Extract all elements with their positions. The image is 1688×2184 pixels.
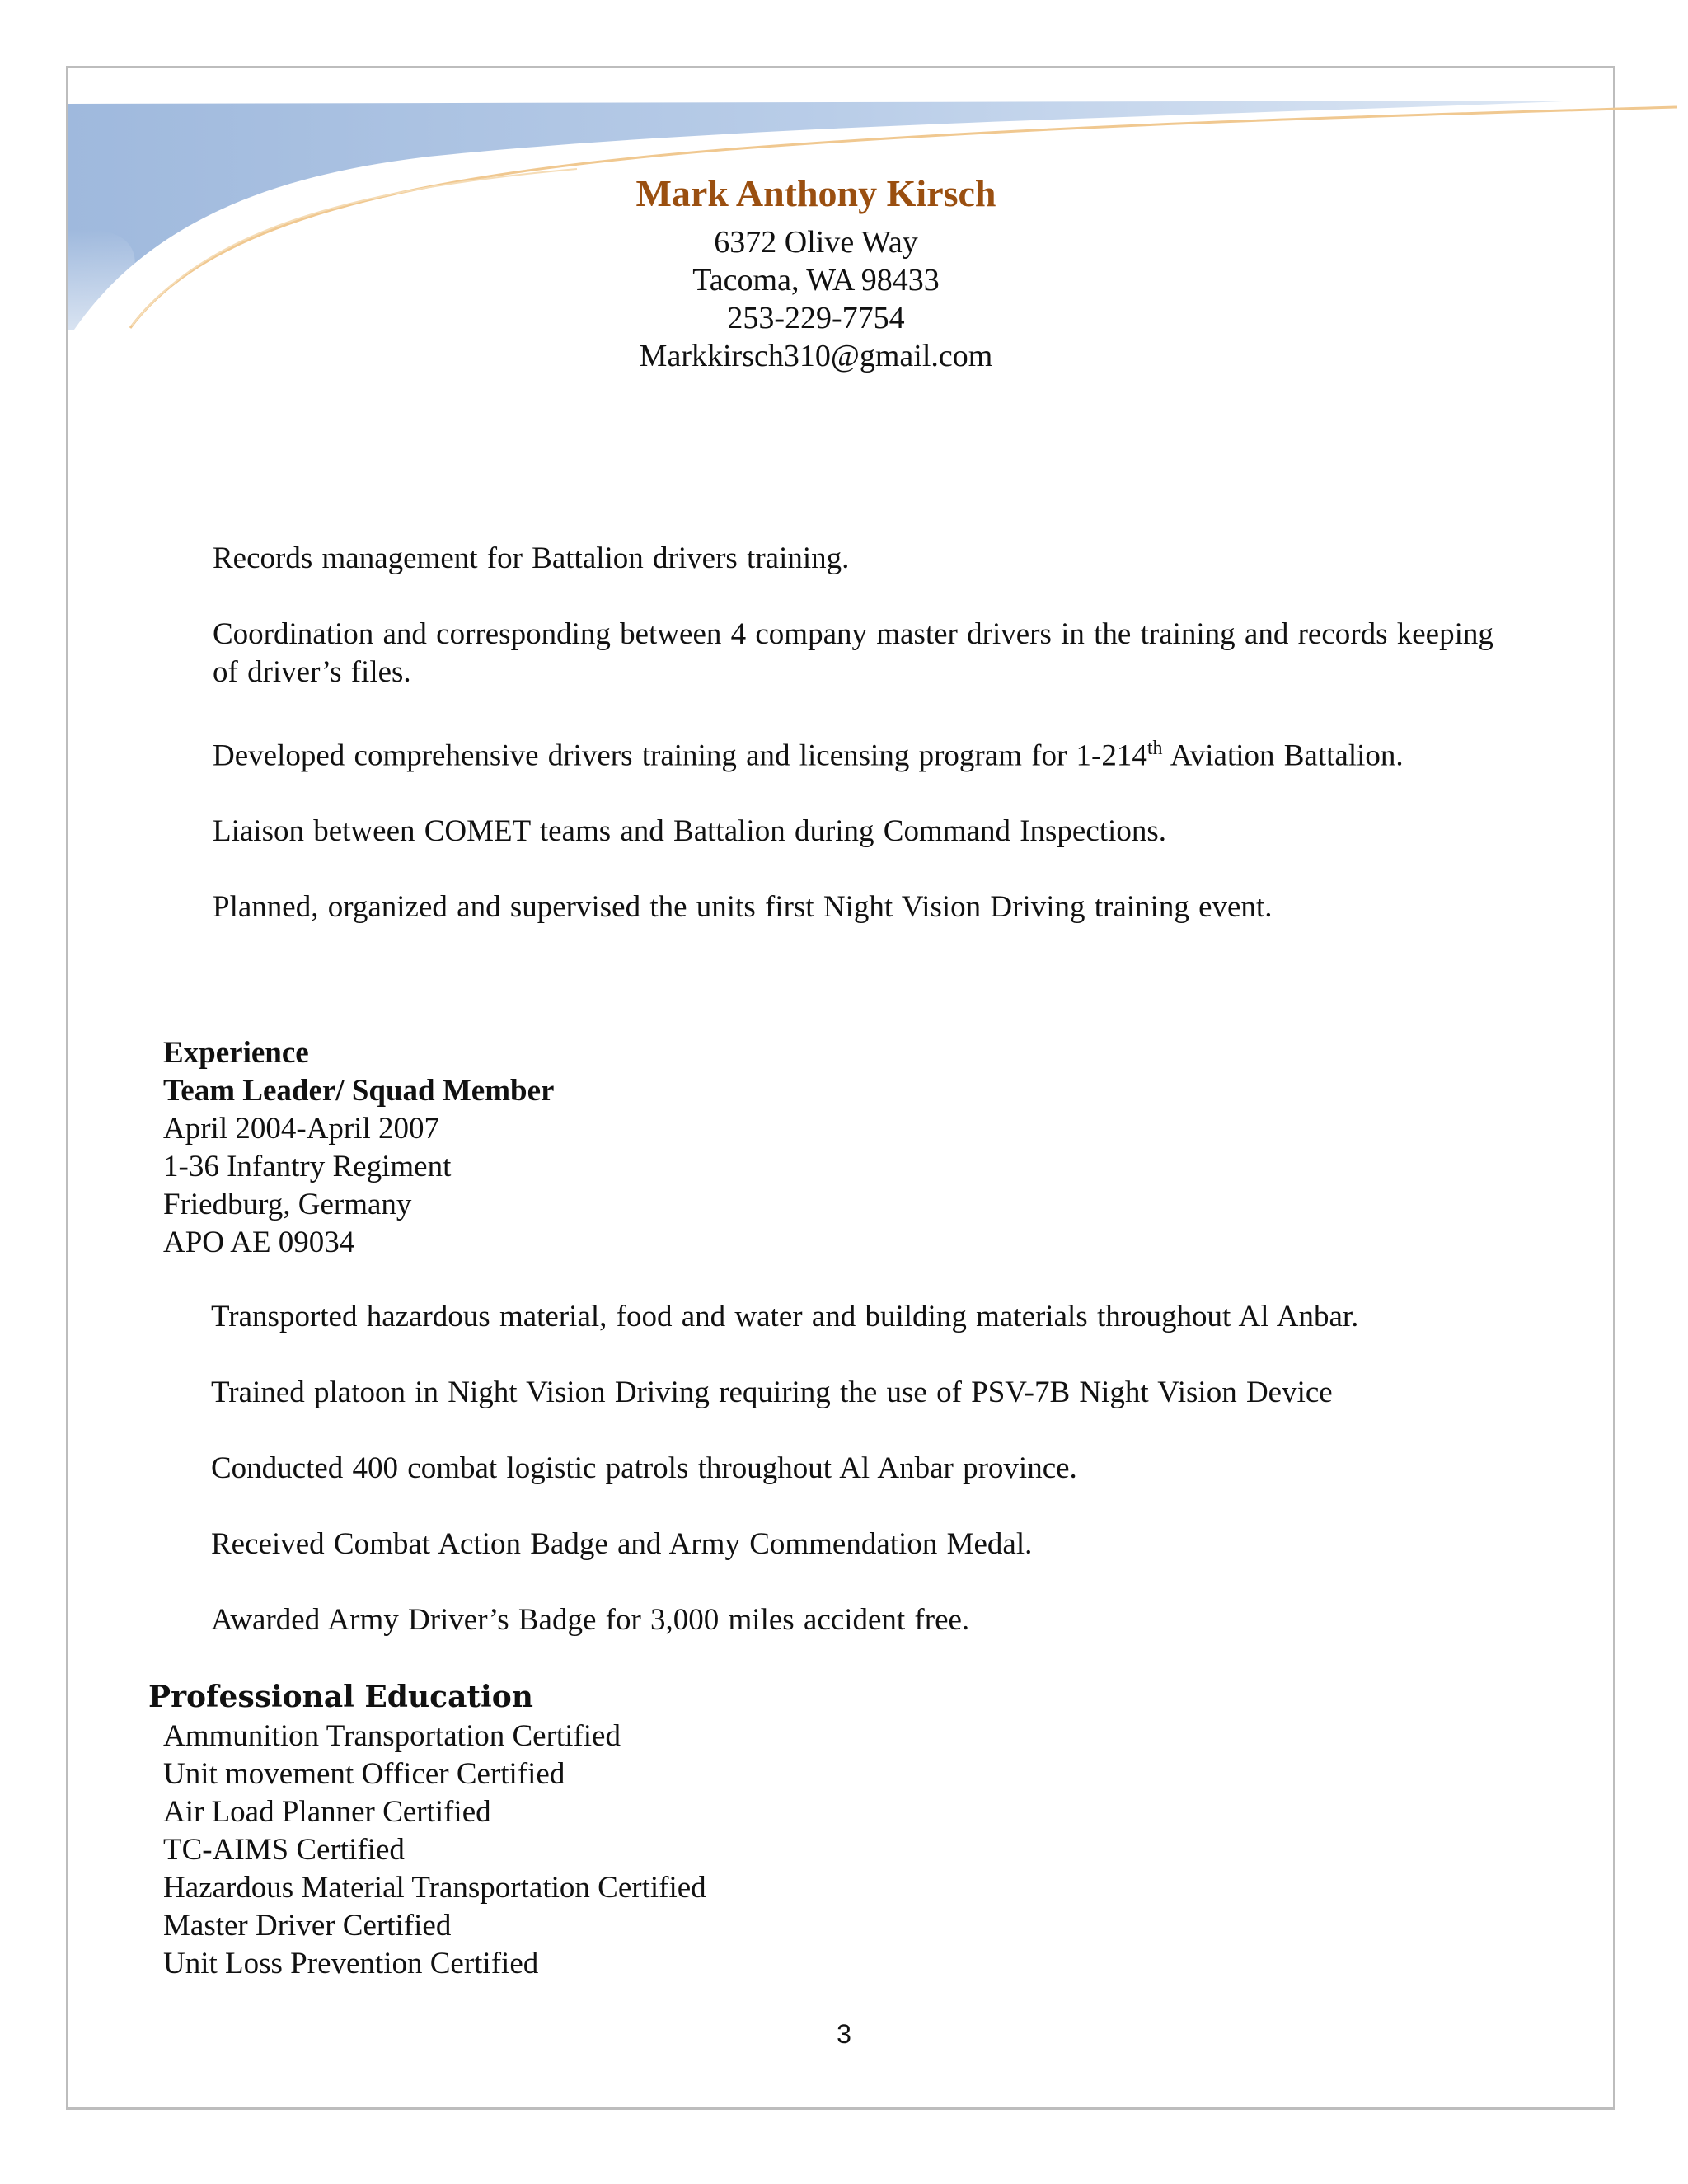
experience-item: Conducted 400 combat logistic patrols throughout Al Anbar province. — [211, 1451, 1077, 1485]
experience-item: Trained platoon in Night Vision Driving requiring the use of PSV-7B Night Vision Device — [211, 1376, 1333, 1409]
page-number: 3 — [837, 2019, 851, 2049]
education-item: Hazardous Material Transportation Certified — [163, 1871, 706, 1905]
address-line-2: Tacoma, WA 98433 — [692, 263, 940, 298]
ordinal-superscript: th — [1146, 738, 1163, 759]
duty-item: Liaison between COMET teams and Battalion during Command Inspections. — [213, 814, 1166, 849]
experience-heading: Experience — [163, 1036, 309, 1070]
experience-item: Transported hazardous material, food and water and building materials throughout Al Anbar. — [211, 1300, 1359, 1333]
applicant-name: Mark Anthony Kirsch — [635, 172, 996, 214]
address-line-1: 6372 Olive Way — [714, 225, 918, 260]
duty-text-before: Developed comprehensive drivers training and licensing program for 1-214 — [213, 738, 1147, 773]
education-heading: Professional Education — [148, 1680, 533, 1714]
duty-item: Coordination and corresponding between 4 company master drivers in the training and records keeping of driver’s files. — [213, 617, 1493, 689]
duty-item — [213, 729, 1515, 775]
phone-number: 253-229-7754 — [727, 301, 905, 335]
experience-item: Received Combat Action Badge and Army Commendation Medal. — [211, 1527, 1033, 1561]
job-location: Friedburg, Germany — [163, 1188, 412, 1221]
job-title: Team Leader/ Squad Member — [163, 1074, 555, 1108]
education-item: Unit movement Officer Certified — [163, 1757, 565, 1791]
job-unit: 1-36 Infantry Regiment — [163, 1150, 452, 1183]
education-item: Master Driver Certified — [163, 1909, 452, 1943]
experience-section — [163, 1034, 1564, 1262]
education-item: Ammunition Transportation Certified — [163, 1719, 621, 1753]
experience-bullets — [211, 1298, 1546, 1677]
job-dates: April 2004-April 2007 — [163, 1112, 440, 1146]
education-item: Unit Loss Prevention Certified — [163, 1947, 539, 1980]
duty-text-after: Aviation Battalion. — [1162, 738, 1404, 773]
email-address: Markkirsch310@gmail.com — [639, 339, 993, 373]
education-item: TC-AIMS Certified — [163, 1833, 405, 1867]
contact-header — [495, 169, 1137, 375]
education-item: Air Load Planner Certified — [163, 1795, 491, 1829]
job-apo: APO AE 09034 — [163, 1226, 355, 1259]
duties-list — [213, 540, 1515, 964]
duty-item: Records management for Battalion drivers training. — [213, 541, 850, 575]
education-list — [163, 1718, 1152, 1983]
duty-item: Planned, organized and supervised the units first Night Vision Driving training event. — [213, 890, 1273, 925]
experience-item: Awarded Army Driver’s Badge for 3,000 miles accident free. — [211, 1603, 970, 1637]
